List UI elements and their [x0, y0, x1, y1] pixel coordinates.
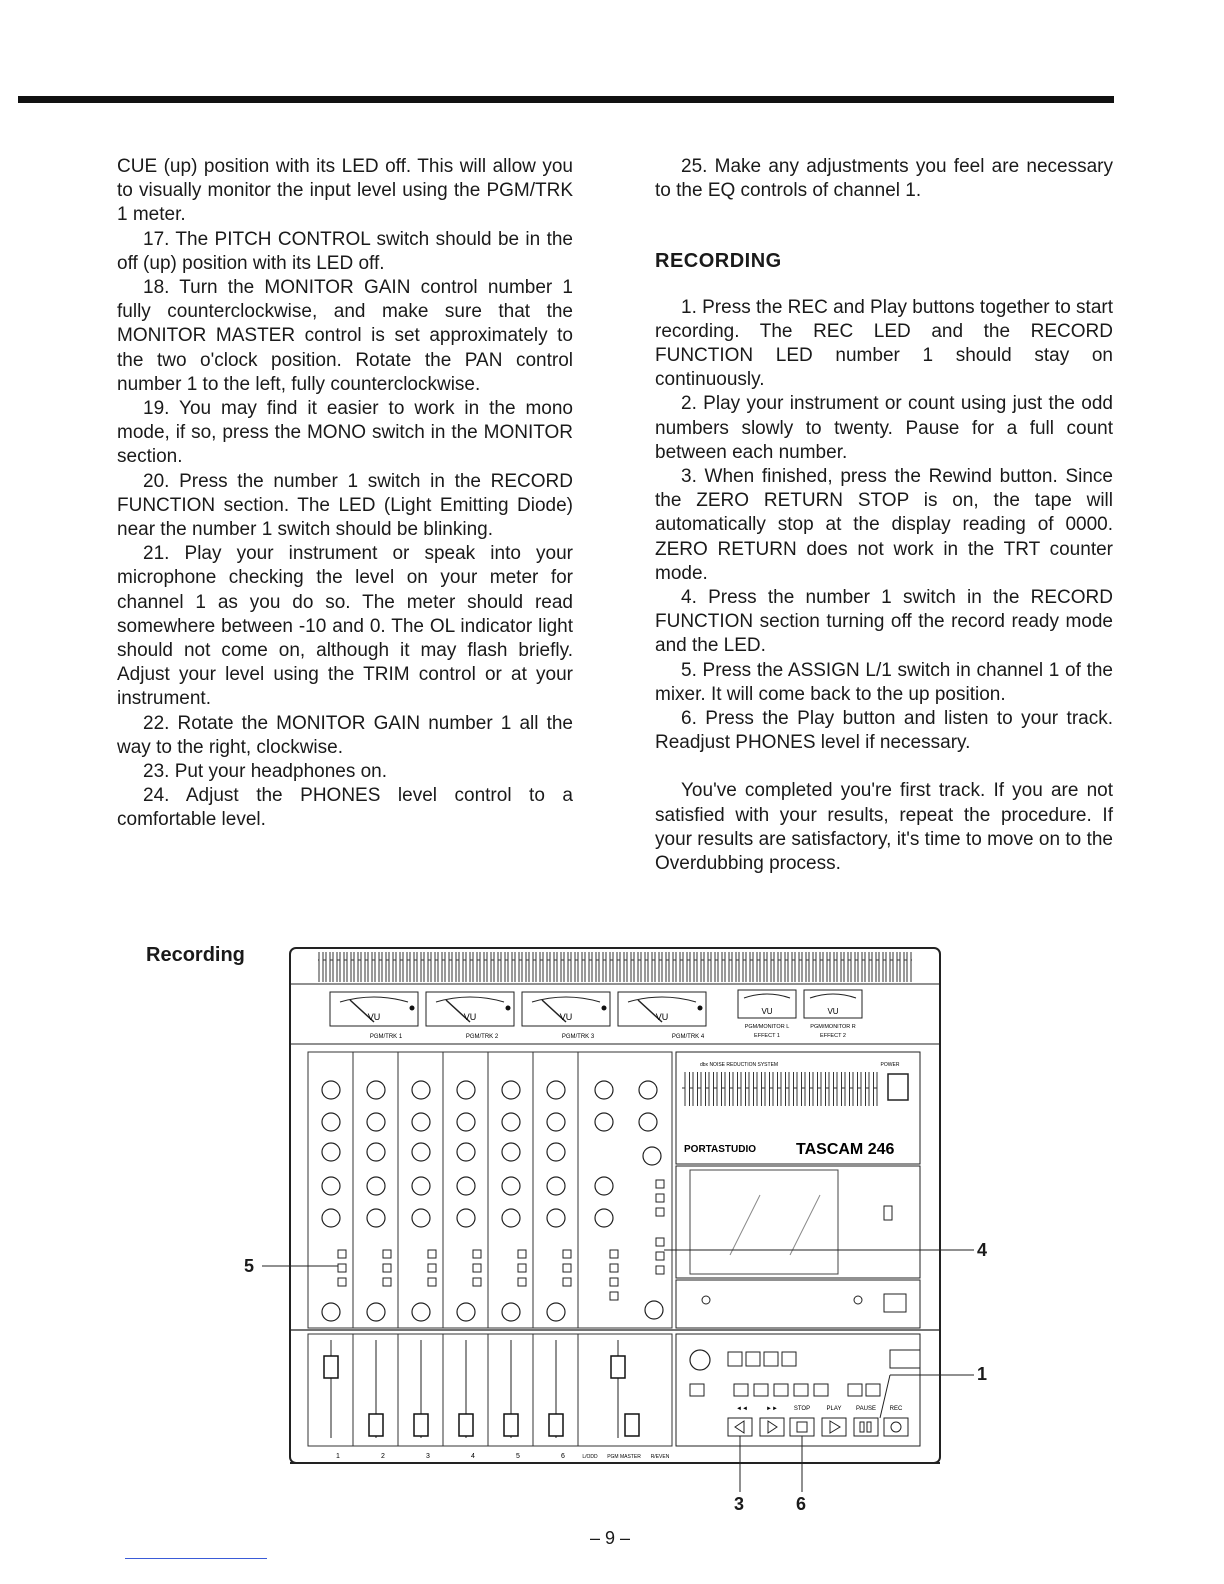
recording-step-1: 1. Press the REC and Play buttons together to start recording. The REC LED and the RECORD FUNCTION LED number 1 should stay on continuously.: [655, 296, 1113, 391]
meter-caption: PGM/TRK 1: [369, 1034, 403, 1040]
channel-number: 1: [336, 1453, 340, 1460]
step-20: 20. Press the number 1 switch in the RECORD FUNCTION section. The LED (Light Emitting Diode) near the number 1 switch should be blinking.: [117, 470, 573, 541]
figure-caption: Recording: [146, 944, 245, 966]
step-22: 22. Rotate the MONITOR GAIN number 1 all the way to the right, clockwise.: [117, 712, 573, 758]
channel-number: 6: [561, 1453, 565, 1460]
channel-number: 3: [426, 1453, 430, 1460]
stop-button: [790, 1418, 814, 1436]
callout-5: 5: [244, 1256, 255, 1276]
master-label: PGM MASTER: [607, 1454, 641, 1460]
power-button: [888, 1074, 908, 1100]
step-24: 24. Adjust the PHONES level control to a comfortable level.: [117, 785, 573, 831]
brand-portastudio: PORTASTUDIO: [684, 1144, 757, 1155]
paragraph: CUE (up) position with its LED off. This will allow you to visually monitor the input level using the PGM/TRK 1 meter.: [117, 156, 573, 226]
meter-caption: PGM/TRK 2: [465, 1034, 499, 1040]
meter-label: VU: [463, 1012, 477, 1022]
effect-caption: EFFECT 1: [754, 1033, 780, 1039]
fast-forward-label: ►►: [766, 1406, 778, 1412]
callout-3: 3: [734, 1494, 745, 1514]
master-label: R/EVEN: [650, 1454, 670, 1460]
dbx-label: dbx NOISE REDUCTION SYSTEM: [700, 1062, 779, 1068]
meter-label: VU: [761, 1007, 773, 1016]
stop-label: STOP: [793, 1406, 811, 1412]
top-vent-grille: [318, 952, 912, 982]
section-heading: RECORDING: [655, 250, 782, 273]
meter-label: VU: [559, 1012, 573, 1022]
step-21: 21. Play your instrument or speak into your microphone checking the level on your meter for channel 1 as you do so. The meter should read somewhere between -10 and 0. The OL indicator light should not come on, although it may flash briefly. Adjust your level using the TRIM control or at your instrument.: [117, 543, 573, 710]
fader-section: [290, 1330, 940, 1460]
rec-button: [884, 1418, 908, 1436]
meter-caption: PGM/MONITOR L: [744, 1024, 790, 1030]
fast-forward-button: [760, 1418, 784, 1436]
rewind-label: ◄◄: [736, 1406, 748, 1412]
callout-1: 1: [977, 1364, 988, 1384]
meter-caption: PGM/TRK 3: [561, 1034, 595, 1040]
master-label: L/ODD: [582, 1454, 598, 1460]
recording-step-5: 5. Press the ASSIGN L/1 switch in channel 1 of the mixer. It will come back to the up position.: [655, 659, 1113, 705]
rewind-button: [728, 1418, 752, 1436]
channel-strips: [308, 1052, 672, 1328]
step-19: 19. You may find it easier to work in the mono mode, if so, press the MONO switch in the MONITOR section.: [117, 398, 573, 468]
meter-label: VU: [827, 1007, 839, 1016]
power-label: POWER: [880, 1062, 900, 1068]
recording-step-3: 3. When finished, press the Rewind button. Since the ZERO RETURN STOP is on, the tape will automatically stop at the display reading of 0000. ZERO RETURN does not work in the TRT counter mode.: [655, 466, 1113, 584]
brand-tascam: TASCAM 246: [796, 1141, 895, 1158]
effect-caption: EFFECT 2: [820, 1033, 846, 1039]
channel-number: 2: [381, 1453, 385, 1460]
closing-paragraph: You've completed you're first track. If you are not satisfied with your results, repeat the procedure. If your results are satisfactory, it's time to move on to the Overdubbing process.: [655, 780, 1113, 875]
meter-caption: PGM/TRK 4: [671, 1034, 705, 1040]
rec-label: REC: [889, 1406, 903, 1412]
pause-button: [854, 1418, 878, 1436]
meter-label: VU: [367, 1012, 381, 1022]
step-25: 25. Make any adjustments you feel are necessary to the EQ controls of channel 1.: [655, 156, 1113, 202]
pause-label: PAUSE: [856, 1406, 876, 1412]
callout-4: 4: [977, 1240, 988, 1260]
meter-label: VU: [655, 1012, 669, 1022]
play-label: PLAY: [826, 1406, 842, 1412]
step-18: 18. Turn the MONITOR GAIN control number 1 fully counterclockwise, and make sure that the MONITOR MASTER control is set approximately to the two o'clock position. Rotate the PAN control number 1 to the left, fully counterclockwise.: [117, 277, 573, 395]
recording-step-6: 6. Press the Play button and listen to your track. Readjust PHONES level if necessary.: [655, 708, 1113, 754]
step-17: 17. The PITCH CONTROL switch should be in the off (up) position with its LED off.: [117, 228, 573, 274]
channel-number: 5: [516, 1453, 520, 1460]
play-button: [822, 1418, 846, 1436]
recording-step-2: 2. Play your instrument or count using just the odd numbers slowly to twenty. Pause for a full count between each number.: [655, 393, 1113, 463]
footer-line: [125, 1558, 267, 1559]
callout-6: 6: [796, 1494, 807, 1514]
page-number: – 9 –: [590, 1528, 631, 1548]
channel-number: 4: [471, 1453, 475, 1460]
recording-step-4: 4. Press the number 1 switch in the RECORD FUNCTION section turning off the record ready mode and the LED.: [655, 587, 1113, 657]
step-23: 23. Put your headphones on.: [143, 761, 388, 783]
deck-panel: [676, 1052, 920, 1328]
meter-caption: PGM/MONITOR R: [810, 1024, 856, 1030]
